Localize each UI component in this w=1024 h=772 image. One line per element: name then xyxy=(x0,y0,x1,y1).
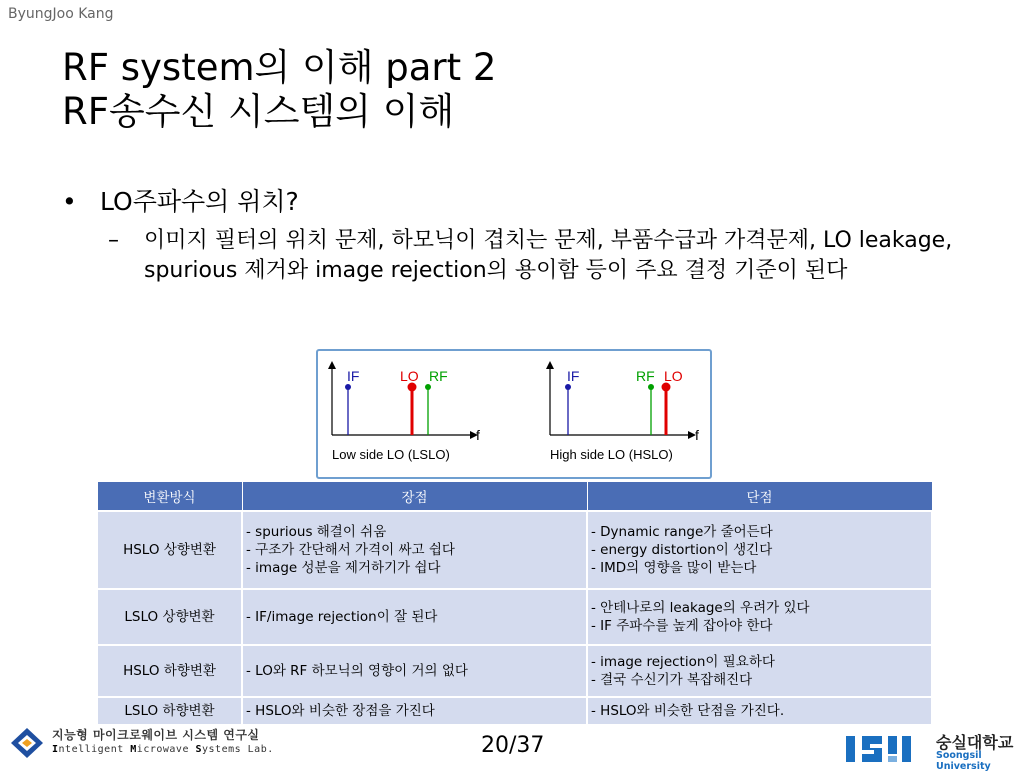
university-logo xyxy=(840,728,1022,772)
pros-line: - HSLO와 비슷한 장점을 가진다 xyxy=(246,703,435,719)
pros-line: - spurious 해결이 쉬움 xyxy=(246,524,387,540)
page-number: 20/37 xyxy=(481,733,545,758)
table-row xyxy=(97,589,932,645)
cons-cell xyxy=(587,589,932,645)
bullet-dot: • xyxy=(62,187,77,216)
left-rf-label: RF xyxy=(429,368,448,384)
cons-line: - 안테나로의 leakage의 우려가 있다 xyxy=(591,600,810,616)
mode-cell: HSLO 상향변환 xyxy=(97,511,242,589)
title-line-2: RF송수신 시스템의 이해 xyxy=(62,90,455,133)
bullet-item xyxy=(62,186,982,218)
bullet-text: LO주파수의 위치? xyxy=(100,187,299,216)
university-name-english: Soongsil University xyxy=(936,750,991,772)
left-if-label: IF xyxy=(347,368,360,384)
table-row xyxy=(97,511,932,589)
lo-spectrum-svg xyxy=(318,351,710,477)
left-f-label: f xyxy=(476,427,480,443)
cons-line: - IMD의 영향을 많이 받는다 xyxy=(591,560,757,576)
left-caption: Low side LO (LSLO) xyxy=(332,447,450,462)
right-if-label: IF xyxy=(567,368,580,384)
header-pros: 장점 xyxy=(242,482,587,512)
pros-cell xyxy=(242,645,587,697)
right-f-label: f xyxy=(695,427,699,443)
header-cons: 단점 xyxy=(587,482,932,512)
lab-logo xyxy=(6,722,306,766)
header-mode: 변환방식 xyxy=(97,482,242,512)
university-mark-icon xyxy=(840,728,932,766)
lab-name-english: Intelligent Microwave Systems Lab. xyxy=(52,744,274,755)
pros-line: - IF/image rejection이 잘 된다 xyxy=(246,609,438,625)
author-name: ByungJoo Kang xyxy=(8,6,114,22)
table-row xyxy=(97,645,932,697)
right-caption: High side LO (HSLO) xyxy=(550,447,673,462)
cons-line: - Dynamic range가 줄어든다 xyxy=(591,524,773,540)
pros-line: - 구조가 간단해서 가격이 싸고 쉽다 xyxy=(246,542,455,558)
pros-line: - image 성분을 제거하기가 쉽다 xyxy=(246,560,441,576)
pros-cell xyxy=(242,697,587,725)
cons-line: - 결국 수신기가 복잡해진다 xyxy=(591,672,753,688)
left-rf-dot xyxy=(425,384,431,390)
right-if-dot xyxy=(565,384,571,390)
cons-cell xyxy=(587,511,932,589)
mode-cell: LSLO 상향변환 xyxy=(97,589,242,645)
mode-cell: LSLO 하향변환 xyxy=(97,697,242,725)
right-amp-arrow xyxy=(546,361,554,369)
lo-position-diagram xyxy=(316,349,712,479)
left-amp-arrow xyxy=(328,361,336,369)
pros-cell xyxy=(242,511,587,589)
right-lo-label: LO xyxy=(664,368,683,384)
cons-line: - HSLO와 비슷한 단점을 가진다. xyxy=(591,703,785,719)
comparison-table xyxy=(96,481,933,726)
cons-cell xyxy=(587,645,932,697)
cons-line: - IF 주파수를 높게 잡아야 한다 xyxy=(591,618,773,634)
university-name-korean: 숭실대학교 xyxy=(936,733,1014,752)
cons-line: - energy distortion이 생긴다 xyxy=(591,542,773,558)
table-row xyxy=(97,697,932,725)
sub-bullet-text: 이미지 필터의 위치 문제, 하모닉이 겹치는 문제, 부품수급과 가격문제, LO leakage, spurious 제거와 image rejection의 용이함 등이 주요 결정 기준이 된다 xyxy=(144,228,953,283)
left-lo-label: LO xyxy=(400,368,419,384)
bullet-list xyxy=(62,186,982,286)
title-line-1: RF system의 이해 part 2 xyxy=(62,46,497,89)
pros-line: - LO와 RF 하모닉의 영향이 거의 없다 xyxy=(246,663,468,679)
cons-line: - image rejection이 필요하다 xyxy=(591,654,775,670)
sub-bullet-dash: – xyxy=(108,228,119,253)
slide-title xyxy=(62,46,496,134)
table-header-row xyxy=(97,482,932,512)
cons-cell xyxy=(587,697,932,725)
sub-bullet-item xyxy=(62,226,982,286)
right-rf-dot xyxy=(648,384,654,390)
lab-mark-icon xyxy=(8,726,46,760)
mode-cell: HSLO 하향변환 xyxy=(97,645,242,697)
lab-name-korean: 지능형 마이크로웨이브 시스템 연구실 xyxy=(52,728,260,742)
pros-cell xyxy=(242,589,587,645)
left-if-dot xyxy=(345,384,351,390)
right-rf-label: RF xyxy=(636,368,655,384)
